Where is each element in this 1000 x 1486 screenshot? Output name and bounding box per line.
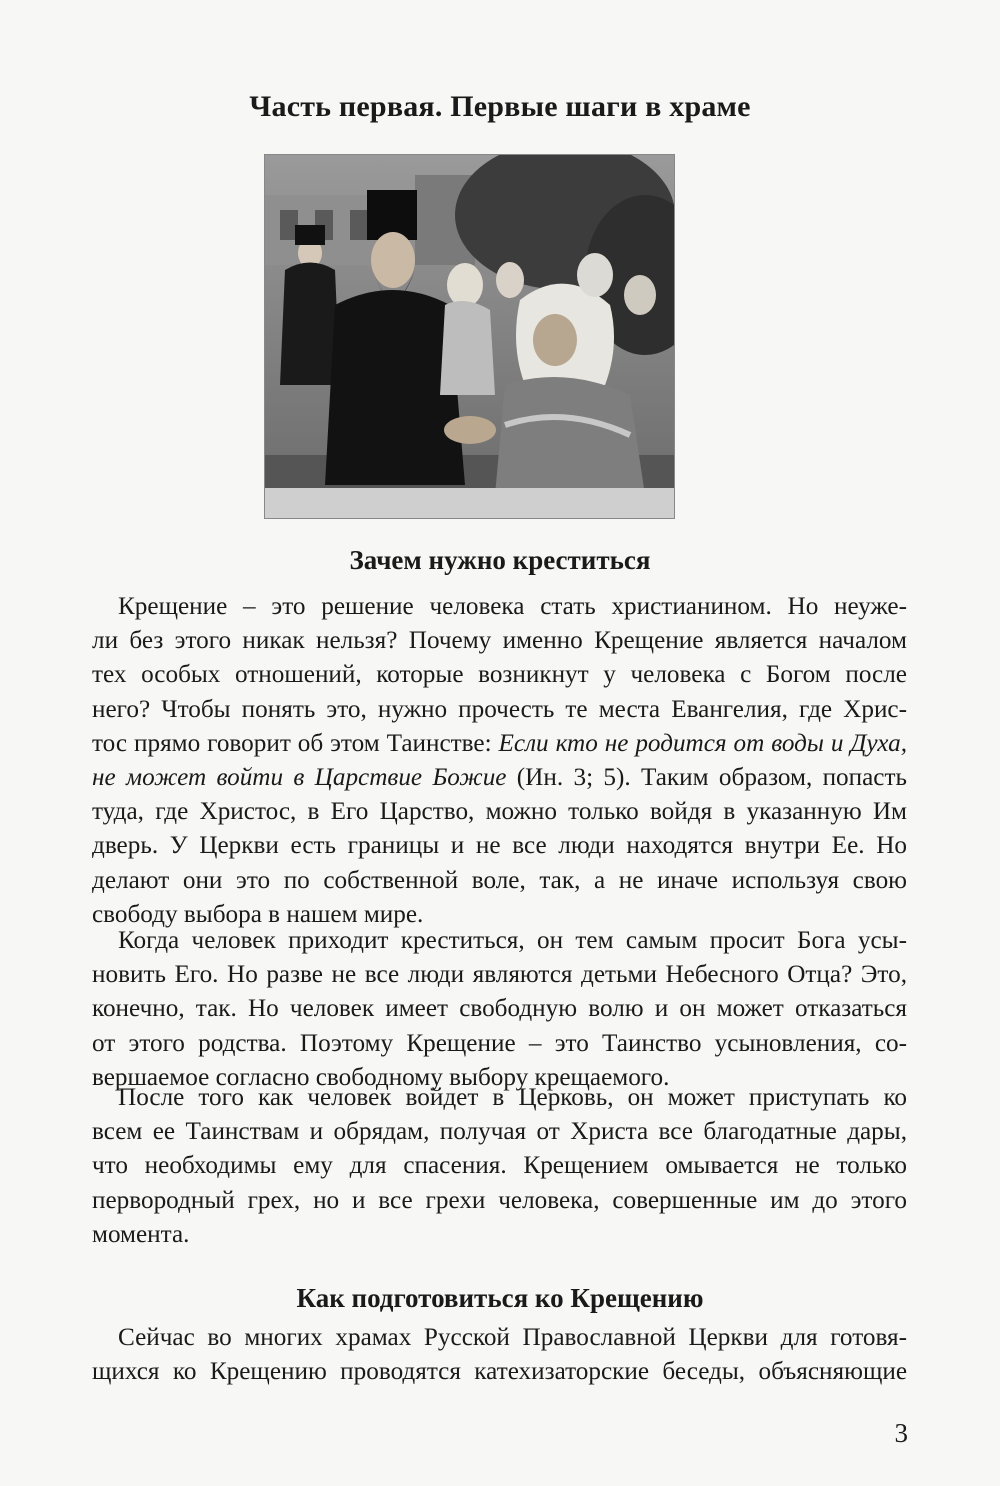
section-title-preparation: Как подготовиться ко Крещению [296,1283,704,1313]
text-line: Крещение – это решение человека стать христианином. Но неуже- [118,593,907,620]
text-line [92,761,907,795]
text-line: вершаемое согласно свободному выбору крещаемого. [92,1063,670,1091]
scripture-quote: не может войти в Царствие Божие [92,764,507,792]
scripture-quote: Если кто не родится от воды и Духа, [498,729,907,757]
text-line: Когда человек приходит креститься, он тем самым просит Бога усы- [118,927,907,954]
paragraph [92,1081,907,1252]
text-line: щихся ко Крещению проводятся катехизаторские беседы, объясняющие [92,1358,907,1386]
text-line: первородный грех, но и все грехи человека, совершенные им до этого [92,1186,907,1214]
text-line: всем ее Таинствам и обрядам, получая от Христа все благодатные дары, [92,1118,907,1146]
text-line: него? Чтобы понять это, нужно прочесть те места Евангелия, где Хрис- [92,695,907,723]
text-line: тех особых отношений, которые возникнут у человека с Богом после [92,661,907,689]
text-run: (Ин. 3; 5). Таким образом, попасть [506,764,907,792]
paragraph [92,590,907,932]
paragraph [92,924,907,1095]
text-line: ли без этого никак нельзя? Почему именно Крещение является началом [92,627,907,655]
text-line: Сейчас во многих храмах Русской Православной Церкви для готовя- [118,1324,907,1351]
text-line: После того как человек войдет в Церковь, он может приступать ко [118,1084,907,1111]
text-line: от этого родства. Поэтому Крещение – это Таинство усыновления, со- [92,1029,907,1057]
section-title-why-baptism: Зачем нужно креститься [349,545,651,575]
text-line: дверь. У Церкви есть границы и не все люди находятся внутри Ее. Но [92,832,907,860]
text-line: новить Его. Но разве не все люди являются детьми Небесного Отца? Это, [92,961,907,989]
text-line: что необходимы ему для спасения. Крещением омывается не только [92,1152,907,1180]
text-line: туда, где Христос, в Его Царство, можно только войдя в указанную Им [92,798,907,826]
paragraph [92,1321,907,1389]
photo-illustration [265,155,674,518]
text-line: делают они это по собственной воле, так, а не иначе используя свою [92,866,907,894]
photo [264,154,675,519]
chapter-title: Часть первая. Первые шаги в храме [249,90,751,123]
text-line: свободу выбора в нашем мире. [92,900,424,928]
text-run: тос прямо говорит об этом Таинстве: [92,729,499,757]
text-line: конечно, так. Но человек имеет свободную волю и он может отказаться [92,995,907,1023]
page-number: 3 [894,1418,908,1448]
text-line [92,727,907,761]
text-line: момента. [92,1220,190,1248]
